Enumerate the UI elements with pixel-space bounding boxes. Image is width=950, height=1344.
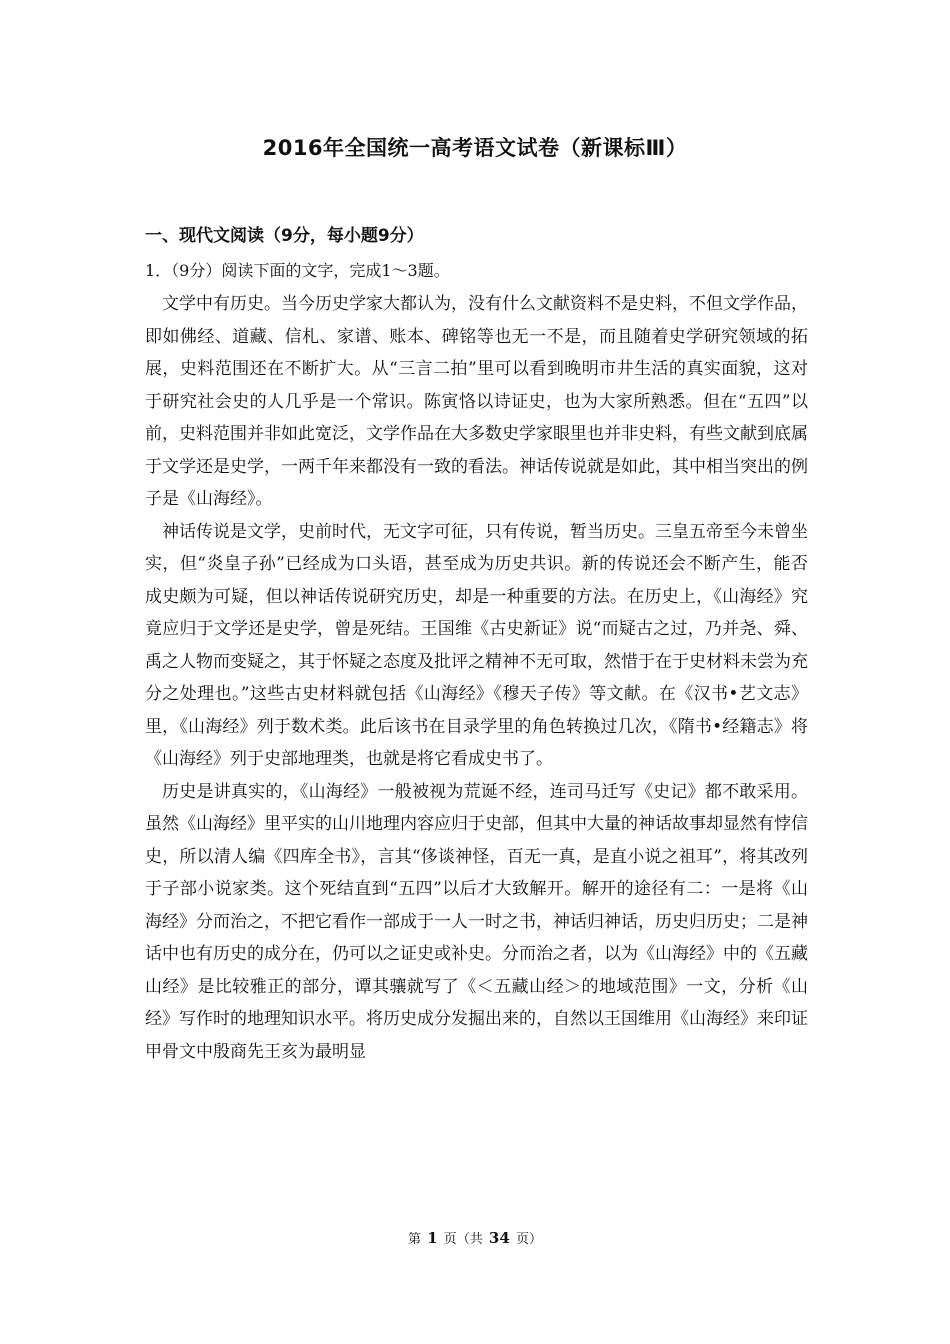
page-number: 1 [427, 1229, 438, 1247]
exam-title: 2016年全国统一高考语文试卷（新课标Ⅲ） [262, 136, 688, 160]
passage-paragraph-2: 神话传说是文学，史前时代，无文字可征，只有传说，暂当历史。三皇五帝至今未曾坐实，但“炎皇子孙”已经成为口头语，甚至成为历史共识。新的传说还会不断产生，能否成史颇为可疑，但以神话传说研究历史，却是一种重要的方法。在历史上，《山海经》究竟应归于文学还是史学，曾是死结。王国维《古史新证》说“而疑古之过，乃并尧、舜、禹之人物而变疑之，其于怀疑之态度及批评之精神不无可取，然惜于在于史材料未尝为充分之处理也。”这些古史材料就包括《山海经》《穆天子传》等文献。在《汉书•艺文志》里，《山海经》列于数术类。此后该书在目录学里的角色转换过几次，《隋书•经籍志》将《山海经》列于史部地理类，也就是将它看成史书了。 [145, 521, 808, 769]
question-intro: 1．（9分）阅读下面的文字，完成1～3题。 [145, 261, 450, 280]
footer-suffix: 页） [515, 1232, 542, 1247]
total-pages: 34 [488, 1229, 510, 1247]
passage-paragraph-1: 文学中有历史。当今历史学家大都认为，没有什么文献资料不是史料，不但文学作品，即如佛经、道藏、信札、家谱、账本、碑铭等也无一不是，而且随着史学研究领域的拓展，史料范围还在不断扩大。从“三言二拍”里可以看到晚明市井生活的真实面貌，这对于研究社会史的人几乎是一个常识。陈寅恪以诗证史，也为大家所熟悉。但在“五四”以前，史料范围并非如此宽泛，文学作品在大多数史学家眼里也并非史料，有些文献到底属于文学还是史学，一两千年来都没有一致的看法。神话传说就是如此，其中相当突出的例子是《山海经》。 [145, 294, 808, 509]
passage-paragraph-3: 历史是讲真实的，《山海经》一般被视为荒诞不经，连司马迁写《史记》都不敢采用。虽然《山海经》里平实的山川地理内容应归于史部，但其中大量的神话故事却显然有悖信史，所以清人编《四库全书》，言其“侈谈神怪，百无一真，是直小说之祖耳”，将其改列于子部小说家类。这个死结直到“五四”以后才大致解开。解开的途径有二：一是将《山海经》分而治之，不把它看作一部成于一人一时之书，神话归神话，历史归历史；二是神话中也有历史的成分在，仍可以之证史或补史。分而治之者，以为《山海经》中的《五藏山经》是比较雅正的部分，谭其骧就写了《＜五藏山经＞的地域范围》一文，分析《山经》写作时的地理知识水平。将历史成分发掘出来的，自然以王国维用《山海经》来印证甲骨文中殷商先王亥为最明显 [145, 781, 808, 1062]
footer-middle: 页（共 [443, 1232, 483, 1247]
section-heading: 一、现代文阅读（9分，每小题9分） [145, 226, 424, 246]
footer-prefix: 第 [408, 1232, 422, 1247]
page-footer [0, 1228, 950, 1247]
reading-passage [145, 288, 808, 1068]
